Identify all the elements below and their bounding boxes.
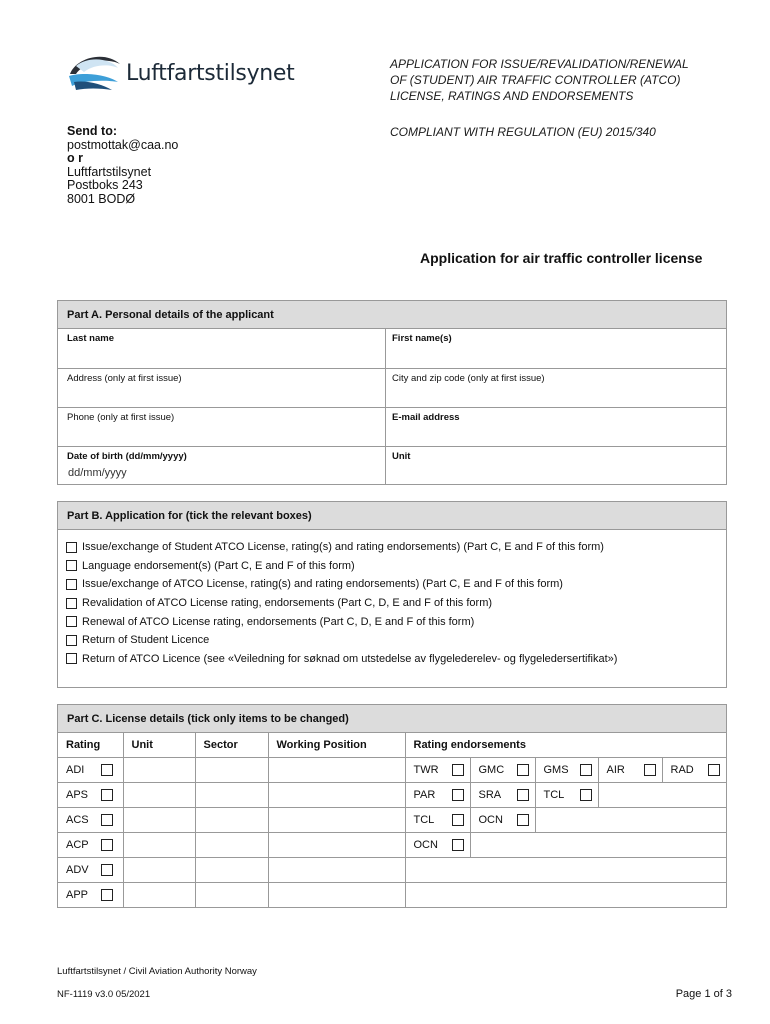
- part-a-row: [58, 407, 726, 446]
- last-name-field[interactable]: Last name: [58, 329, 386, 368]
- send-to-box: Postboks 243: [67, 178, 143, 193]
- working-position-cell[interactable]: [268, 833, 405, 858]
- table-row: [58, 833, 726, 858]
- working-position-cell[interactable]: [268, 808, 405, 833]
- endorsement-label: OCN: [478, 814, 503, 827]
- working-position-cell[interactable]: [268, 882, 405, 907]
- endorsements-cell: [405, 758, 726, 783]
- endorsement-label: TCL: [543, 789, 565, 802]
- table-row: [58, 858, 726, 883]
- checkbox[interactable]: [452, 789, 464, 801]
- city-zip-field[interactable]: City and zip code (only at first issue): [392, 373, 545, 384]
- part-c-section: [57, 704, 727, 908]
- checkbox[interactable]: [66, 616, 77, 627]
- sector-cell[interactable]: [195, 783, 268, 808]
- endorsement-option: [406, 833, 471, 857]
- working-position-cell[interactable]: [268, 783, 405, 808]
- part-a-header: Part A. Personal details of the applicant: [58, 301, 726, 329]
- footer-page-number: Page 1 of 3: [675, 988, 732, 1000]
- option-label: Return of Student Licence: [82, 634, 210, 647]
- part-b-header: Part B. Application for (tick the relevant boxes): [58, 502, 726, 530]
- table-row: [58, 882, 726, 907]
- endorsement-option: [406, 783, 471, 807]
- sector-cell[interactable]: [195, 758, 268, 783]
- unit-cell[interactable]: [123, 858, 195, 883]
- logo: [66, 52, 295, 94]
- endorsements-cell: [405, 882, 726, 907]
- checkbox[interactable]: [66, 635, 77, 646]
- form-title-line: OF (STUDENT) AIR TRAFFIC CONTROLLER (ATCO): [390, 73, 681, 87]
- send-to-label: Send to:: [67, 124, 117, 138]
- endorsement-option: [536, 758, 599, 782]
- rating-cell: [58, 783, 123, 808]
- rating-cell: [58, 808, 123, 833]
- column-header-unit: Unit: [123, 733, 195, 758]
- option-atco-issue: [66, 575, 726, 594]
- checkbox[interactable]: [517, 764, 529, 776]
- first-name-field[interactable]: First name(s): [392, 333, 452, 344]
- checkbox[interactable]: [101, 789, 113, 801]
- checkbox[interactable]: [101, 889, 113, 901]
- footer-form-code: NF-1119 v3.0 05/2021: [57, 989, 151, 1000]
- working-position-cell[interactable]: [268, 858, 405, 883]
- rating-cell: [58, 858, 123, 883]
- column-header-sector: Sector: [195, 733, 268, 758]
- unit-field[interactable]: Unit: [392, 451, 411, 462]
- rating-cell: [58, 882, 123, 907]
- option-label: Issue/exchange of Student ATCO License, rating(s) and rating endorsements) (Part C, E and F of this form): [82, 541, 604, 554]
- compliance-text: COMPLIANT WITH REGULATION (EU) 2015/340: [390, 125, 656, 139]
- endorsements-cell: [405, 808, 726, 833]
- endorsement-empty: [471, 833, 727, 857]
- application-options-list: [58, 530, 726, 668]
- sector-cell[interactable]: [195, 833, 268, 858]
- endorsement-label: AIR: [606, 764, 625, 777]
- option-student-atco-issue: [66, 538, 726, 557]
- endorsement-option: [471, 783, 536, 807]
- checkbox[interactable]: [580, 789, 592, 801]
- luftfartstilsynet-logo-icon: [66, 52, 122, 94]
- form-title-line: APPLICATION FOR ISSUE/REVALIDATION/RENEWAL: [390, 57, 689, 71]
- date-of-birth-input[interactable]: dd/mm/yyyy: [68, 467, 127, 479]
- working-position-cell[interactable]: [268, 758, 405, 783]
- unit-cell[interactable]: [123, 808, 195, 833]
- rating-cell: [58, 758, 123, 783]
- send-to-or: o r: [67, 151, 83, 166]
- sector-cell[interactable]: [195, 858, 268, 883]
- column-header-working-position: Working Position: [268, 733, 405, 758]
- option-label: Return of ATCO Licence (see «Veiledning for søknad om utstedelse av flygelederelev- og flygeledersertifikat»): [82, 652, 618, 665]
- option-label: Revalidation of ATCO License rating, endorsements (Part C, D, E and F of this form): [82, 597, 493, 610]
- checkbox[interactable]: [66, 579, 77, 590]
- endorsements-cell: [405, 783, 726, 808]
- unit-cell[interactable]: [123, 882, 195, 907]
- option-language-endorsement: [66, 557, 726, 576]
- rating-cell: [58, 833, 123, 858]
- endorsements-cell: [405, 858, 726, 883]
- form-title-line: LICENSE, RATINGS AND ENDORSEMENTS: [390, 89, 634, 103]
- option-return-student-licence: [66, 631, 726, 650]
- option-return-atco-licence: [66, 650, 726, 669]
- endorsement-label: TWR: [413, 764, 439, 777]
- checkbox[interactable]: [517, 789, 529, 801]
- endorsement-option: [599, 758, 663, 782]
- endorsement-empty: [599, 783, 727, 807]
- table-header-row: [58, 733, 726, 758]
- rating-label: ADI: [66, 764, 85, 777]
- unit-cell[interactable]: [123, 833, 195, 858]
- send-to-email[interactable]: postmottak@caa.no: [67, 137, 179, 152]
- email-field[interactable]: E-mail address: [392, 412, 460, 423]
- endorsement-label: TCL: [413, 814, 435, 827]
- checkbox[interactable]: [452, 814, 464, 826]
- part-a-row: [58, 446, 726, 484]
- endorsement-empty: [536, 808, 727, 832]
- part-a-row: [58, 368, 726, 407]
- option-label: Issue/exchange of ATCO License, rating(s) and rating endorsements) (Part C, E and F of this form): [82, 578, 563, 591]
- checkbox[interactable]: [101, 839, 113, 851]
- checkbox[interactable]: [66, 653, 77, 664]
- endorsement-label: SRA: [478, 789, 502, 802]
- part-a-row: [58, 329, 726, 368]
- endorsement-label: GMC: [478, 764, 505, 777]
- unit-cell[interactable]: [123, 758, 195, 783]
- send-to-city: 8001 BODØ: [67, 191, 136, 206]
- table-row: [58, 808, 726, 833]
- option-label: Language endorsement(s) (Part C, E and F of this form): [82, 559, 355, 572]
- checkbox[interactable]: [66, 598, 77, 609]
- date-of-birth-field[interactable]: [58, 447, 386, 484]
- endorsement-option: [663, 758, 727, 782]
- checkbox[interactable]: [101, 814, 113, 826]
- endorsement-label: OCN: [413, 839, 438, 852]
- unit-cell[interactable]: [123, 783, 195, 808]
- checkbox[interactable]: [580, 764, 592, 776]
- checkbox[interactable]: [66, 542, 77, 553]
- part-b-section: [57, 501, 727, 688]
- sector-cell[interactable]: [195, 882, 268, 907]
- option-renewal: [66, 612, 726, 631]
- endorsement-option: [406, 758, 471, 782]
- endorsement-label: RAD: [670, 764, 694, 777]
- endorsements-cell: [405, 833, 726, 858]
- form-title-block: [390, 56, 750, 104]
- endorsement-label: PAR: [413, 789, 436, 802]
- endorsement-option: [471, 808, 536, 832]
- endorsement-label: GMS: [543, 764, 569, 777]
- rating-label: APP: [66, 888, 89, 901]
- column-header-rating-endorsements: Rating endorsements: [405, 733, 726, 758]
- endorsement-option: [406, 808, 471, 832]
- checkbox[interactable]: [101, 864, 113, 876]
- rating-label: ACS: [66, 814, 89, 827]
- checkbox[interactable]: [708, 764, 720, 776]
- part-c-header: Part C. License details (tick only items to be changed): [58, 705, 726, 733]
- checkbox[interactable]: [101, 764, 113, 776]
- table-row: [58, 758, 726, 783]
- sector-cell[interactable]: [195, 808, 268, 833]
- license-details-table: [58, 733, 726, 907]
- checkbox[interactable]: [66, 560, 77, 571]
- address-field[interactable]: Address (only at first issue): [58, 369, 386, 407]
- part-a-section: [57, 300, 727, 485]
- checkbox[interactable]: [452, 839, 464, 851]
- logo-text: Luftfartstilsynet: [126, 60, 295, 86]
- date-of-birth-label: Date of birth (dd/mm/yyyy): [67, 451, 187, 462]
- column-header-rating: Rating: [58, 733, 123, 758]
- endorsement-option: [536, 783, 599, 807]
- option-label: Renewal of ATCO License rating, endorsements (Part C, D, E and F of this form): [82, 615, 475, 628]
- endorsement-option: [471, 758, 536, 782]
- document-title: Application for air traffic controller license: [420, 250, 703, 266]
- checkbox[interactable]: [452, 764, 464, 776]
- send-to-block: [67, 125, 178, 207]
- option-revalidation: [66, 594, 726, 613]
- phone-field[interactable]: Phone (only at first issue): [58, 408, 386, 446]
- checkbox[interactable]: [517, 814, 529, 826]
- table-row: [58, 783, 726, 808]
- footer-organization: Luftfartstilsynet / Civil Aviation Authority Norway: [57, 966, 257, 977]
- rating-label: ACP: [66, 839, 89, 852]
- rating-label: APS: [66, 789, 89, 802]
- rating-label: ADV: [66, 863, 89, 876]
- send-to-org: Luftfartstilsynet: [67, 164, 152, 179]
- checkbox[interactable]: [644, 764, 656, 776]
